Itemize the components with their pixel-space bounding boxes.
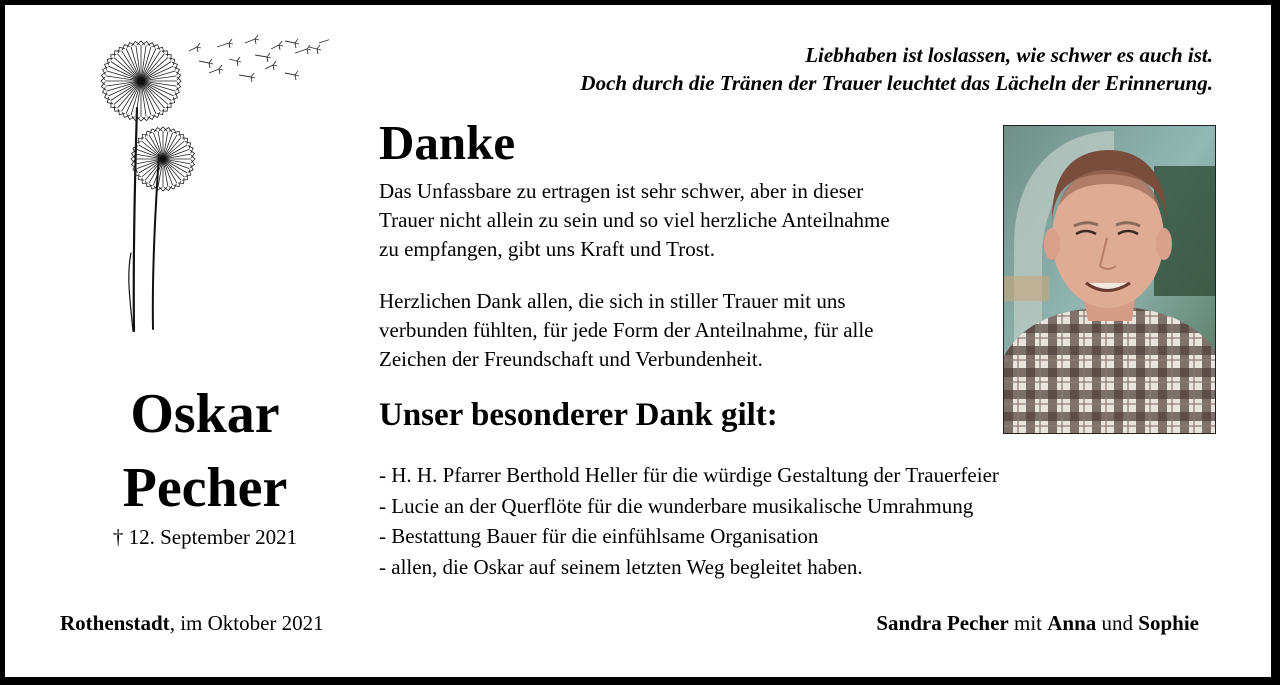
quote-line-1: Liebhaben ist loslassen, wie schwer es auch ist.: [805, 43, 1213, 67]
footer-date: , im Oktober 2021: [169, 611, 324, 635]
portrait-photo: [1003, 125, 1216, 434]
signer-name: Sandra Pecher: [876, 611, 1009, 635]
paragraph-line: Trauer nicht allein zu sein und so viel herzliche Anteilnahme: [379, 208, 890, 232]
thanks-list: [379, 460, 999, 582]
death-date: † 12. September 2021: [112, 525, 298, 549]
footer-place: Rothenstadt: [60, 611, 170, 635]
signer-join: mit: [1008, 611, 1048, 635]
deceased-first-name: Oskar: [130, 383, 280, 445]
thanks-heading: Unser besonderer Dank gilt:: [379, 397, 778, 433]
quote-line-2: Doch durch die Tränen der Trauer leuchtet das Lächeln der Erinnerung.: [580, 71, 1213, 95]
paragraph-line: Das Unfassbare zu ertragen ist sehr schwer, aber in dieser: [379, 179, 864, 203]
paragraph-2: [379, 287, 874, 374]
paragraph-1: [379, 177, 890, 264]
footer-place-date: [60, 609, 324, 637]
dandelion-icon: [89, 33, 329, 333]
footer-signature: [876, 609, 1199, 637]
list-item: - Bestattung Bauer für die einfühlsame Organisation: [379, 524, 819, 548]
paragraph-line: Zeichen der Freundschaft und Verbundenheit.: [379, 347, 763, 371]
paragraph-line: zu empfangen, gibt uns Kraft und Trost.: [379, 237, 715, 261]
list-item: - Lucie an der Querflöte für die wunderbare musikalische Umrahmung: [379, 493, 974, 518]
signer-name: Anna: [1047, 611, 1097, 635]
list-item: - allen, die Oskar auf seinem letzten Weg begleitet haben.: [379, 554, 863, 579]
obituary-card: [5, 5, 1271, 677]
paragraph-line: Herzlichen Dank allen, die sich in stiller Trauer mit uns: [379, 289, 846, 313]
list-item: - H. H. Pfarrer Berthold Heller für die würdige Gestaltung der Trauerfeier: [379, 463, 999, 487]
signer-join: und: [1096, 611, 1139, 635]
signer-name: Sophie: [1138, 611, 1199, 635]
page-title: Danke: [379, 115, 516, 170]
deceased-last-name: Pecher: [122, 457, 288, 519]
paragraph-line: verbunden fühlten, für jede Form der Anteilnahme, für alle: [379, 318, 874, 342]
